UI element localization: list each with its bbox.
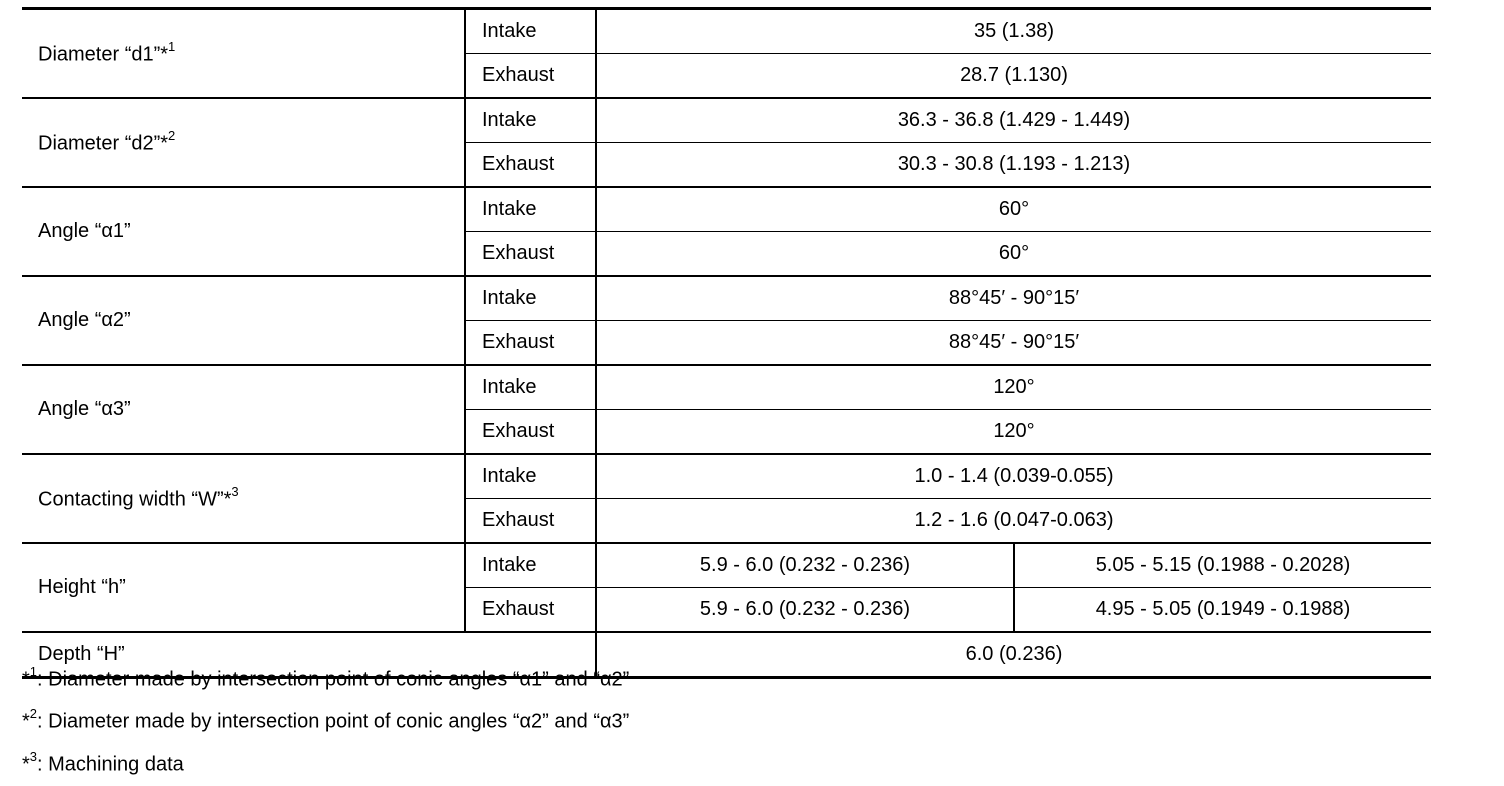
sub-label-intake: Intake <box>465 543 596 588</box>
value-cell: 5.9 - 6.0 (0.232 - 0.236) <box>596 588 1014 633</box>
valve-seat-spec-table <box>22 7 1431 679</box>
value-cell: 30.3 - 30.8 (1.193 - 1.213) <box>596 143 1431 188</box>
value-cell: 28.7 (1.130) <box>596 54 1431 99</box>
table-row <box>22 365 1431 410</box>
param-height-h: Height “h” <box>22 543 465 632</box>
table-row <box>22 454 1431 499</box>
param-angle-a3: Angle “α3” <box>22 365 465 454</box>
table-row <box>22 98 1431 143</box>
footnote-2: *$^2$: Diameter made by intersection point of conic angles “α2” and “α3” <box>22 706 630 733</box>
sub-label-intake: Intake <box>465 9 596 54</box>
sub-label-exhaust: Exhaust <box>465 410 596 455</box>
sub-label-exhaust: Exhaust <box>465 499 596 544</box>
table-row <box>22 187 1431 232</box>
param-angle-a2: Angle “α2” <box>22 276 465 365</box>
value-cell: 60° <box>596 232 1431 277</box>
sub-label-intake: Intake <box>465 365 596 410</box>
value-cell: 5.9 - 6.0 (0.232 - 0.236) <box>596 543 1014 588</box>
value-cell: 88°45′ - 90°15′ <box>596 276 1431 321</box>
footnote-1: *$^1$: Diameter made by intersection point of conic angles “α1” and “α2” <box>22 664 630 691</box>
value-cell: 88°45′ - 90°15′ <box>596 321 1431 366</box>
sub-label-intake: Intake <box>465 187 596 232</box>
footnote-3: *$^3$: Machining data <box>22 749 184 776</box>
table-row <box>22 276 1431 321</box>
value-cell: 6.0 (0.236) <box>596 632 1431 678</box>
sub-label-exhaust: Exhaust <box>465 143 596 188</box>
table-row <box>22 9 1431 54</box>
sub-label-intake: Intake <box>465 276 596 321</box>
param-angle-a1: Angle “α1” <box>22 187 465 276</box>
value-cell: 35 (1.38) <box>596 9 1431 54</box>
table-row <box>22 543 1431 588</box>
value-cell: 1.2 - 1.6 (0.047-0.063) <box>596 499 1431 544</box>
value-cell: 36.3 - 36.8 (1.429 - 1.449) <box>596 98 1431 143</box>
value-cell: 4.95 - 5.05 (0.1949 - 0.1988) <box>1014 588 1431 633</box>
value-cell: 1.0 - 1.4 (0.039-0.055) <box>596 454 1431 499</box>
param-depth-H: Depth “H” <box>22 632 596 678</box>
sub-label-intake: Intake <box>465 454 596 499</box>
value-cell: 5.05 - 5.15 (0.1988 - 0.2028) <box>1014 543 1431 588</box>
sub-label-intake: Intake <box>465 98 596 143</box>
sub-label-exhaust: Exhaust <box>465 588 596 633</box>
sub-label-exhaust: Exhaust <box>465 321 596 366</box>
value-cell: 60° <box>596 187 1431 232</box>
value-cell: 120° <box>596 410 1431 455</box>
param-diameter-d2: Diameter “d2”*$^2$ <box>22 98 465 187</box>
param-diameter-d1: Diameter “d1”*$^1$ <box>22 9 465 99</box>
value-cell: 120° <box>596 365 1431 410</box>
sub-label-exhaust: Exhaust <box>465 54 596 99</box>
param-contacting-width: Contacting width “W”*$^3$ <box>22 454 465 543</box>
sub-label-exhaust: Exhaust <box>465 232 596 277</box>
